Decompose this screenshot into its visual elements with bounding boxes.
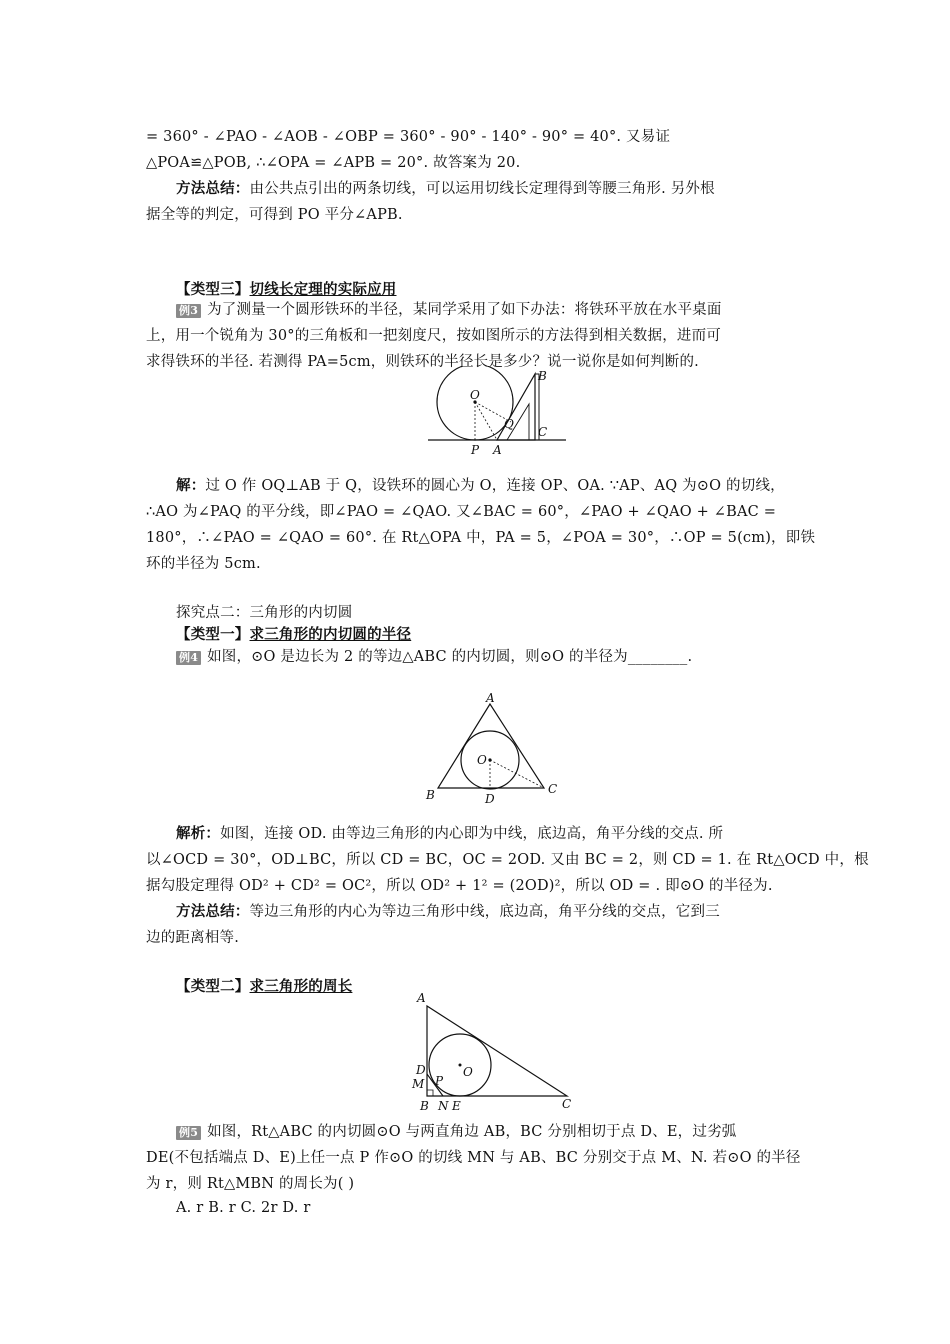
label-q: Q xyxy=(504,417,514,431)
text-line: 上，用一个锐角为 30°的三角板和一把刻度尺，按如图所示的方法得到相关数据，进而可 xyxy=(146,328,722,344)
segment-oc xyxy=(490,760,544,788)
example3-line xyxy=(176,300,836,320)
solution3-line xyxy=(176,476,836,496)
text-line: △POA≌△POB, ∴∠OPA = ∠APB = 20°. 故答案为 20. xyxy=(146,155,521,171)
label-b: B xyxy=(426,788,435,802)
section-title: 探究点二：三角形的内切圆 xyxy=(176,605,353,621)
analysis-label: 解析： xyxy=(176,825,221,842)
type-bracket: 【类型二】 xyxy=(176,978,250,995)
example-text: 如图，⊙O 是边长为 2 的等边△ABC 的内切圆，则⊙O 的半径为________. xyxy=(207,649,693,665)
type-bracket: 【类型一】 xyxy=(176,626,250,643)
text-line: 环的半径为 5cm. xyxy=(146,556,261,572)
triangle-abc xyxy=(438,704,544,788)
label-b: B xyxy=(420,1099,429,1113)
method-summary xyxy=(176,902,836,922)
text-line: 求得铁环的半径. 若测得 PA=5cm，则铁环的半径长是多少？说一说你是如何判断的. xyxy=(146,354,699,370)
example-tag: 例3 xyxy=(176,304,201,318)
method-summary xyxy=(176,179,836,199)
right-triangle-figure xyxy=(405,990,580,1114)
triangle-abc xyxy=(427,1006,567,1096)
text-line: 据全等的判定，可得到 PO 平分∠APB. xyxy=(146,207,403,223)
label-n: N xyxy=(438,1099,449,1113)
label-e: E xyxy=(452,1099,461,1113)
iron-ring-figure xyxy=(420,366,570,460)
text-line: 以∠OCD = 30°，OD⊥BC，所以 CD = BC，OC = 2OD. 又由 BC = 2，则 CD = 1. 在 Rt△OCD 中，根 xyxy=(146,852,869,868)
type3-heading xyxy=(176,280,836,300)
type1-heading xyxy=(176,625,836,645)
label-a: A xyxy=(417,991,426,1005)
center-point xyxy=(459,1064,462,1067)
example5-line xyxy=(176,1122,836,1142)
text-line: 据勾股定理得 OD² + CD² = OC²，所以 OD² + 1² = (2OD)²，所以 OD = . 即⊙O 的半径为. xyxy=(146,878,773,894)
label-b: B xyxy=(538,369,547,383)
equilateral-triangle-figure xyxy=(420,692,570,808)
label-a: A xyxy=(493,443,502,457)
label-c: C xyxy=(538,425,548,439)
label-o: O xyxy=(477,753,487,767)
example-text: 如图，Rt△ABC 的内切圆⊙O 与两直角边 AB，BC 分别相切于点 D、E，过劣弧 xyxy=(207,1124,737,1140)
label-c: C xyxy=(562,1097,572,1111)
example-tag: 例4 xyxy=(176,651,201,665)
example-text: 为了测量一个圆形铁环的半径，某同学采用了如下办法：将铁环平放在水平桌面 xyxy=(207,302,722,318)
answer-options: A. r B. r C. 2r D. r xyxy=(176,1200,311,1216)
text-line: 边的距离相等. xyxy=(146,930,240,946)
method-text: 由公共点引出的两条切线，可以运用切线长定理得到等腰三角形. 另外根 xyxy=(249,181,715,197)
method-text: 等边三角形的内心为等边三角形中线，底边高，角平分线的交点，它到三 xyxy=(249,904,720,920)
label-p: P xyxy=(471,443,480,457)
label-p: P xyxy=(435,1074,444,1088)
solution-label: 解： xyxy=(176,477,206,494)
label-o: O xyxy=(463,1065,473,1079)
type-title: 切线长定理的实际应用 xyxy=(249,281,397,298)
label-d: D xyxy=(416,1063,426,1077)
label-a: A xyxy=(486,692,495,705)
text-line: 180°，∴∠PAO = ∠QAO = 60°. 在 Rt△OPA 中，PA = 5，∠POA = 30°，∴OP = 5(cm)，即铁 xyxy=(146,530,816,546)
text-line: ∴AO 为∠PAQ 的平分线，即∠PAO = ∠QAO. 又∠BAC = 60°，∠PAO + ∠QAO + ∠BAC = xyxy=(146,504,777,520)
label-c: C xyxy=(548,782,558,796)
text-line: DE(不包括端点 D、E)上任一点 P 作⊙O 的切线 MN 与 AB、BC 分别交于点 M、N. 若⊙O 的半径 xyxy=(146,1150,801,1166)
method-label: 方法总结： xyxy=(176,903,250,920)
text-line: 为 r，则 Rt△MBN 的周长为( ) xyxy=(146,1176,355,1192)
type-title: 求三角形的内切圆的半径 xyxy=(249,626,412,643)
label-m: M xyxy=(412,1077,425,1091)
label-o: O xyxy=(470,388,480,402)
label-d: D xyxy=(485,792,495,806)
right-angle-mark xyxy=(427,1090,433,1096)
example-tag: 例5 xyxy=(176,1126,201,1140)
analysis4-line xyxy=(176,824,836,844)
type-bracket: 【类型三】 xyxy=(176,281,250,298)
analysis-text: 如图，连接 OD. 由等边三角形的内心即为中线，底边高，角平分线的交点. 所 xyxy=(220,826,724,842)
text-line: = 360° - ∠PAO - ∠AOB - ∠OBP = 360° - 90° - 140° - 90° = 40°. 又易证 xyxy=(146,129,671,145)
method-label: 方法总结： xyxy=(176,180,250,197)
example4-line xyxy=(176,647,836,667)
solution-text: 过 O 作 OQ⊥AB 于 Q，设铁环的圆心为 O，连接 OP、OA. ∵AP、AQ 为⊙O 的切线， xyxy=(205,478,785,494)
type-title: 求三角形的周长 xyxy=(249,978,353,995)
